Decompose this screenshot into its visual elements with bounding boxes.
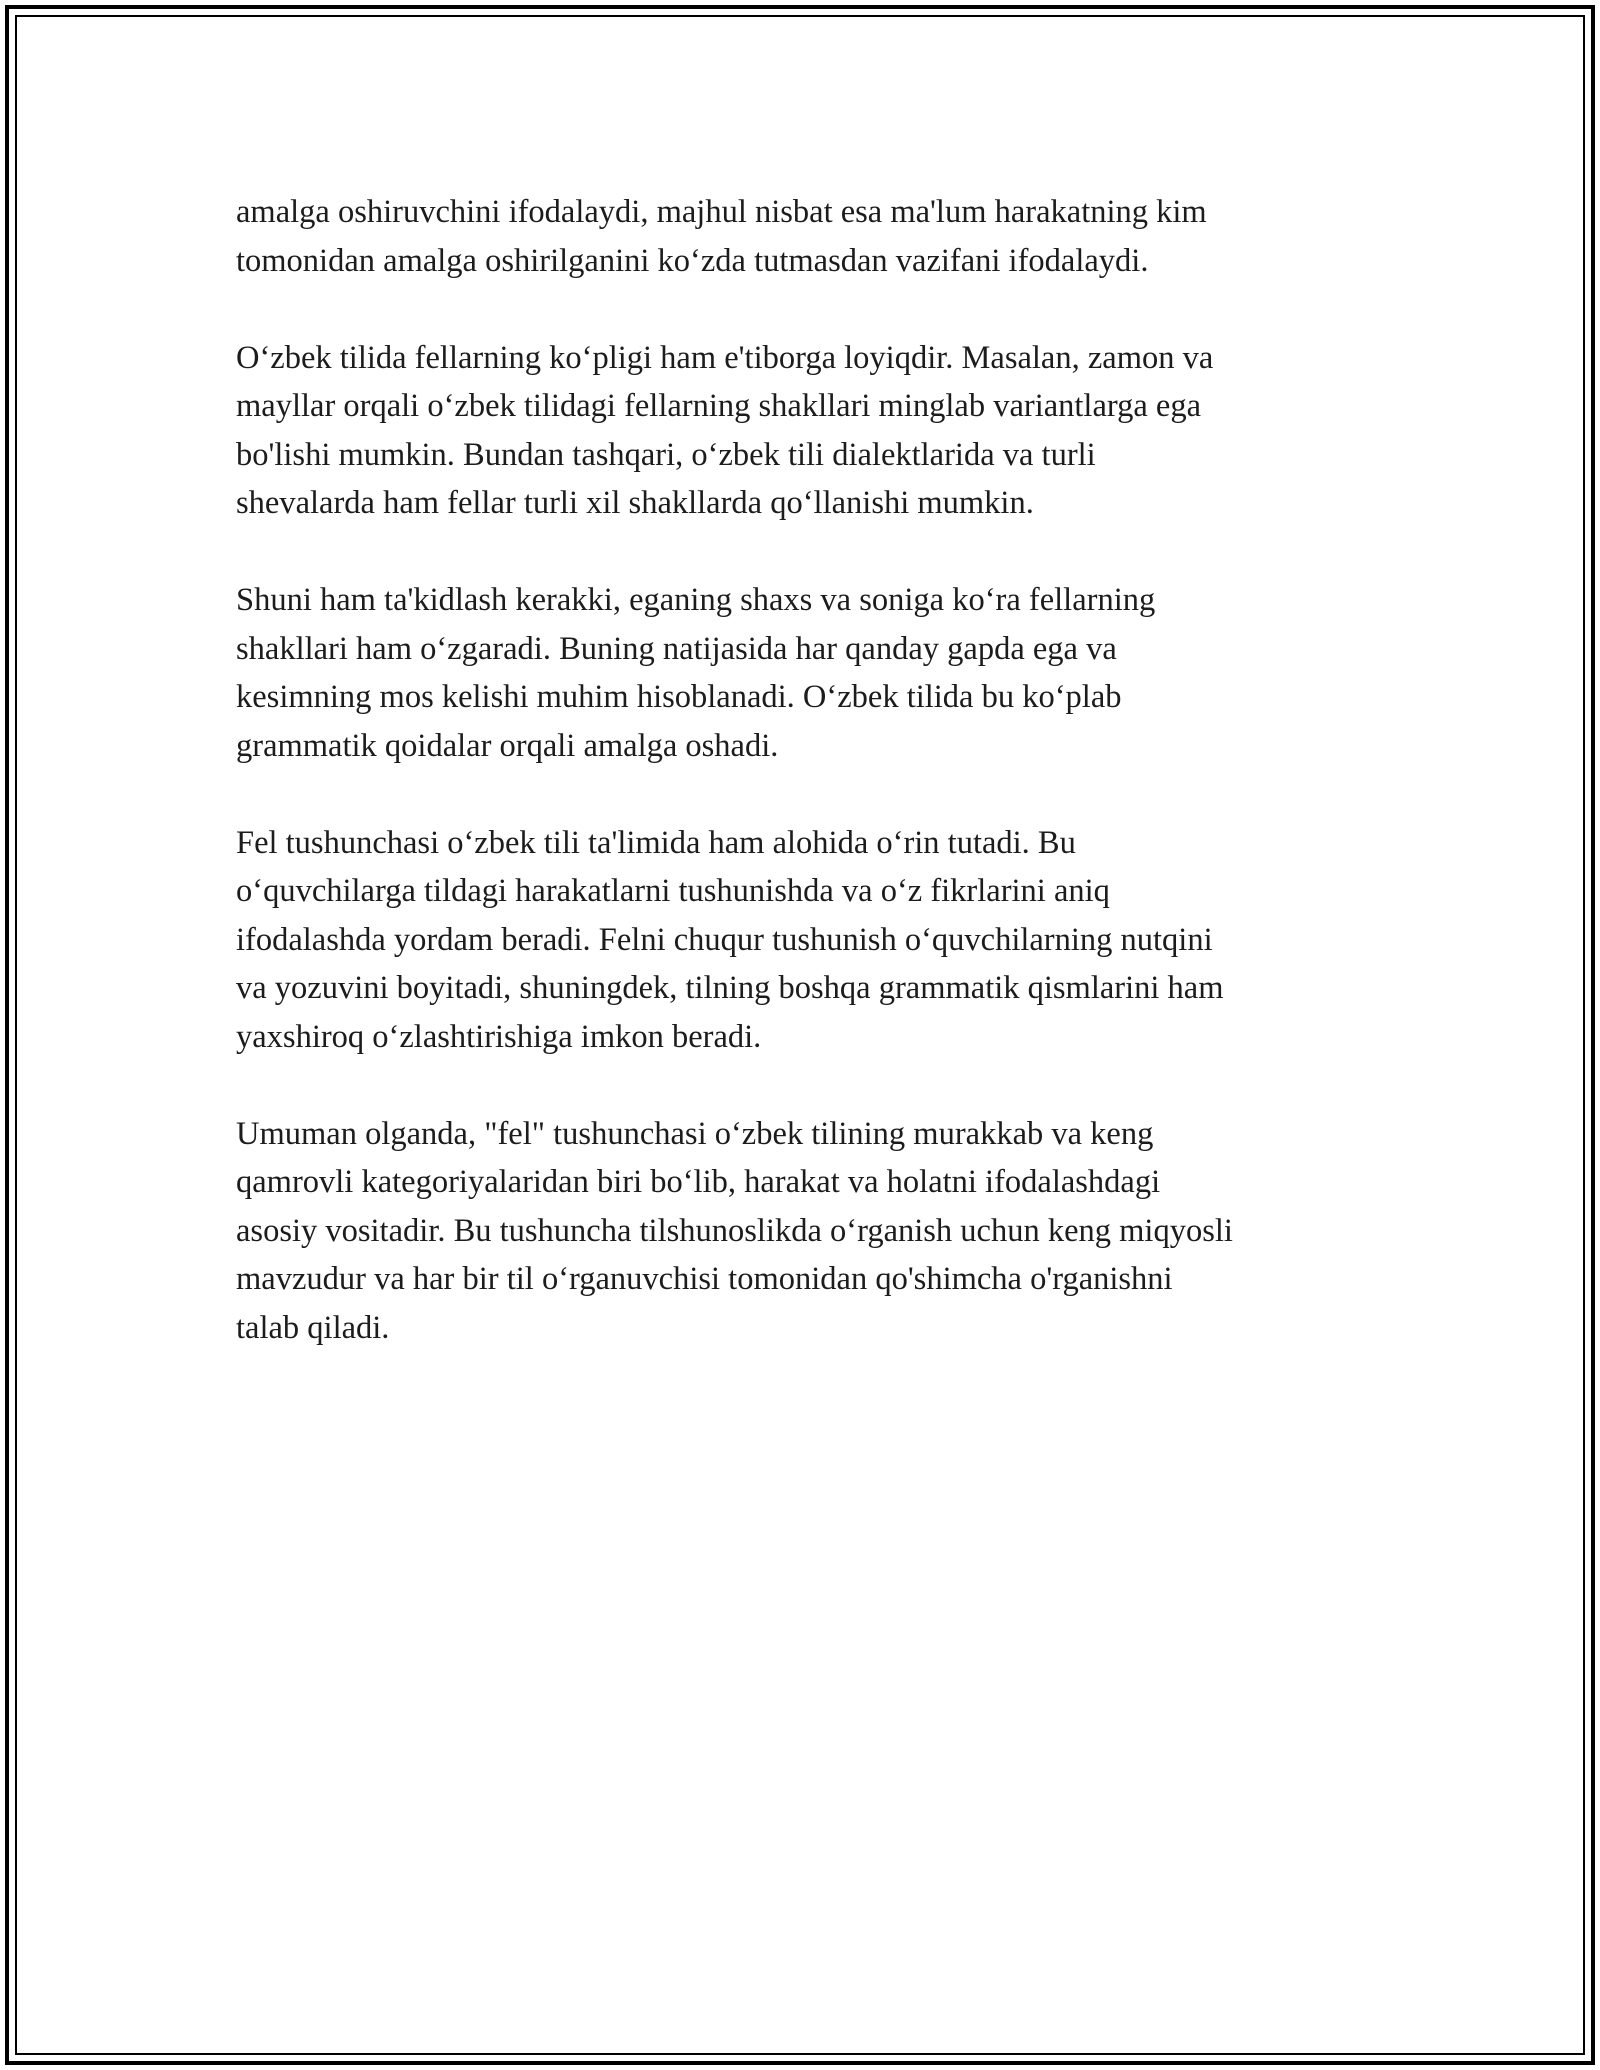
- paragraph-2: Oʻzbek tilida fellarning koʻpligi ham e'tiborga loyiqdir. Masalan, zamon va mayllar orqali oʻzbek tilidagi fellarning shakllari minglab variantlarga ega bo'lishi mumkin. Bundan tashqari, oʻzbek tili dialektlarida va turli shevalarda ham fellar turli xil shakllarda qoʻllanishi mumkin.: [236, 339, 1214, 521]
- paragraph-5: Umuman olganda, "fel" tushunchasi oʻzbek tilining murakkab va keng qamrovli kategoriyalaridan biri boʻlib, harakat va holatni ifodalashdagi asosiy vositadir. Bu tushuncha tilshunoslikda oʻrganish uchun keng miqyosli mavzudur va har bir til oʻrganuvchisi tomonidan qo'shimcha o'rganishni talab qiladi.: [236, 1115, 1233, 1346]
- paragraph-1: amalga oshiruvchini ifodalaydi, majhul nisbat esa ma'lum harakatning kim tomonidan amalga oshirilganini koʻzda tutmasdan vazifani ifodalaydi.: [236, 194, 1207, 279]
- document-body: [236, 188, 1386, 1401]
- paragraph-3: Shuni ham ta'kidlash kerakki, eganing shaxs va soniga koʻra fellarning shakllari ham oʻzgaradi. Buning natijasida har qanday gapda ega va kesimning mos kelishi muhim hisoblanadi. Oʻzbek tilida bu koʻplab grammatik qoidalar orqali amalga oshadi.: [236, 582, 1156, 764]
- paragraph-4: Fel tushunchasi oʻzbek tili ta'limida ham alohida oʻrin tutadi. Bu oʻquvchilarga tildagi harakatlarni tushunishda va oʻz fikrlarini aniq ifodalashda yordam beradi. Felni chuqur tushunish oʻquvchilarning nutqini va yozuvini boyitadi, shuningdek, tilning boshqa grammatik qismlarini ham yaxshiroq oʻzlashtirishiga imkon beradi.: [236, 824, 1224, 1055]
